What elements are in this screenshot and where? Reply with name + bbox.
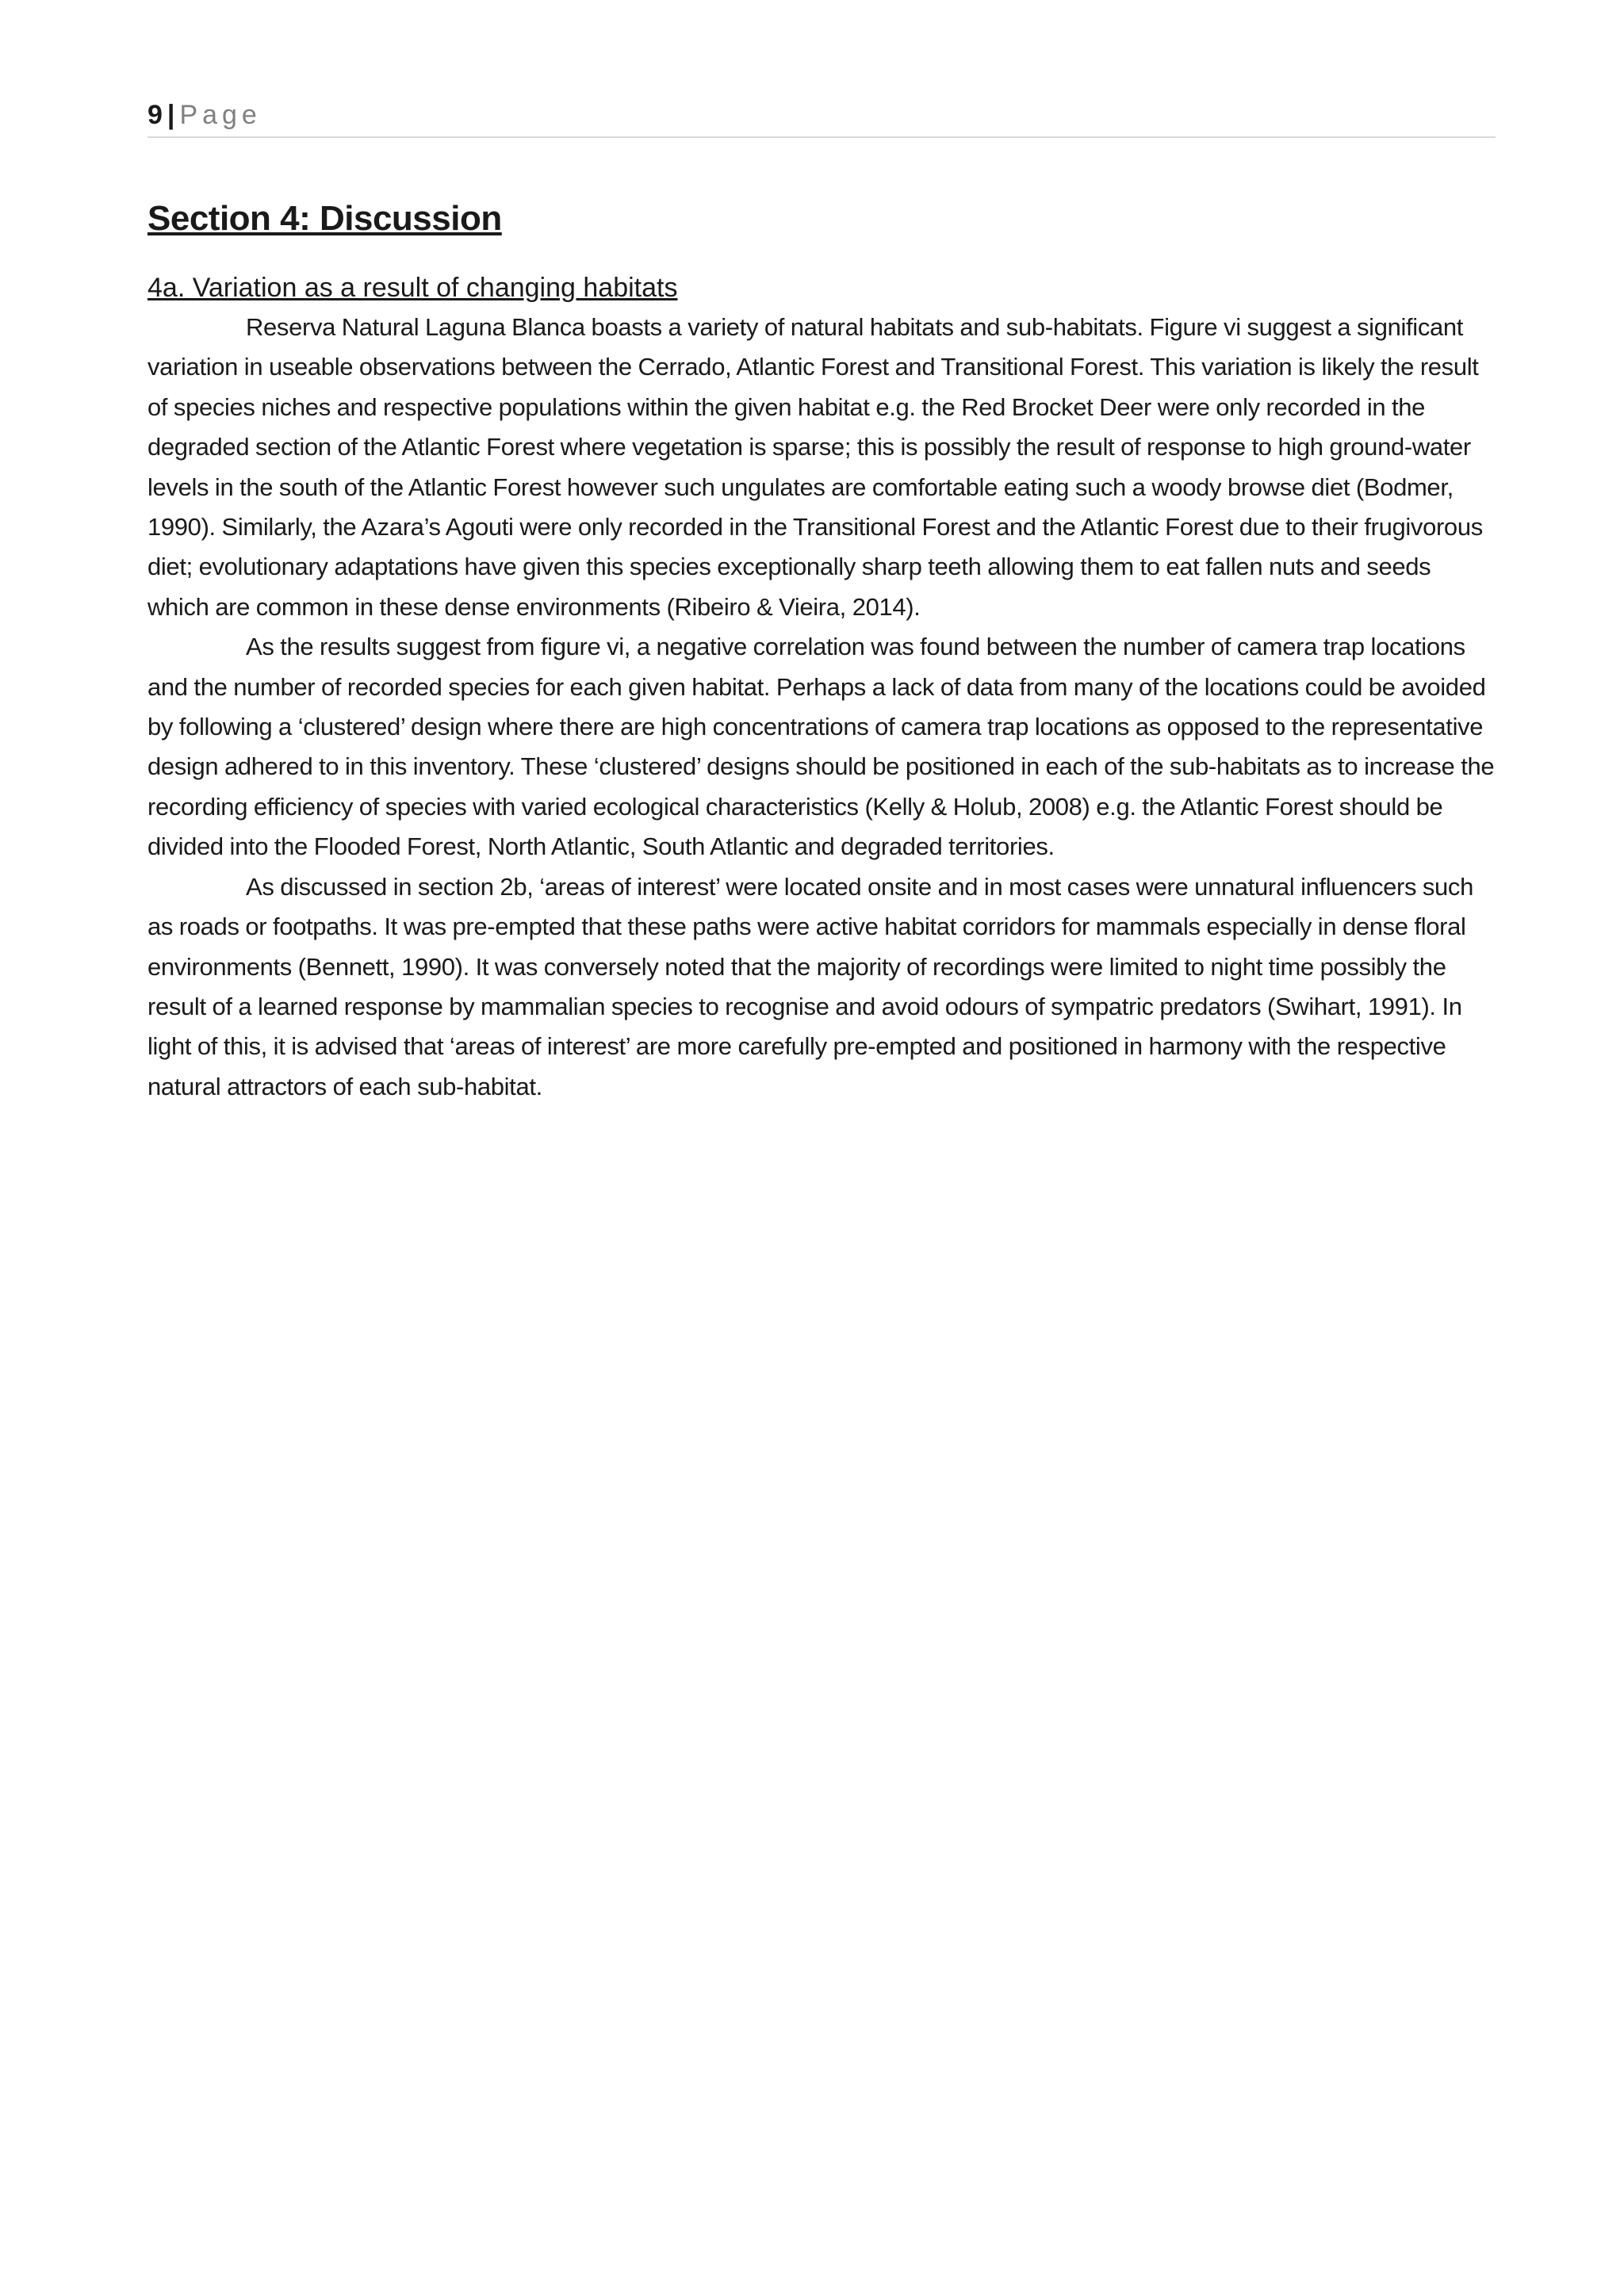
document-body (147, 190, 1496, 1107)
page-number: 9 (147, 100, 163, 130)
page-separator: | (167, 100, 175, 130)
paragraph-1: Reserva Natural Laguna Blanca boasts a variety of natural habitats and sub-habitats. Figure vi suggest a significant variation in useable observations between the Cerrado, Atlantic Forest and Transitional Forest. This variation is likely the result of species niches and respective populations within the given habitat e.g. the Red Brocket Deer were only recorded in the degraded section of the Atlantic Forest where vegetation is sparse; this is possibly the result of response to high ground-water levels in the south of the Atlantic Forest however such ungulates are comfortable eating such a woody browse diet (Bodmer, 1990). Similarly, the Azara’s Agouti were only recorded in the Transitional Forest and the Atlantic Forest due to their frugivorous diet; evolutionary adaptations have given this species exceptionally sharp teeth allowing them to eat fallen nuts and seeds which are common in these dense environments (Ribeiro & Vieira, 2014). (147, 313, 1483, 621)
section-title: Section 4: Discussion (147, 199, 502, 238)
page-label: Page (179, 100, 262, 130)
paragraph-2: As the results suggest from figure vi, a negative correlation was found between the number of camera trap locations and the number of recorded species for each given habitat. Perhaps a lack of data from many of the locations could be avoided by following a ‘clustered’ design where there are high concentrations of camera trap locations as opposed to the representative design adhered to in this inventory. These ‘clustered’ designs should be positioned in each of the sub-habitats as to increase the recording efficiency of species with varied ecological characteristics (Kelly & Holub, 2008) e.g. the Atlantic Forest should be divided into the Flooded Forest, North Atlantic, South Atlantic and degraded territories. (147, 633, 1495, 861)
page-header (147, 94, 1496, 138)
subsection-title: 4a. Variation as a result of changing habitats (147, 273, 678, 303)
paragraph-3: As discussed in section 2b, ‘areas of interest’ were located onsite and in most cases were unnatural influencers such as roads or footpaths. It was pre-empted that these paths were active habitat corridors for mammals especially in dense floral environments (Bennett, 1990). It was conversely noted that the majority of recordings were limited to night time possibly the result of a learned response by mammalian species to recognise and avoid odours of sympatric predators (Swihart, 1991). In light of this, it is advised that ‘areas of interest’ are more carefully pre-empted and positioned in harmony with the respective natural attractors of each sub-habitat. (147, 872, 1473, 1100)
